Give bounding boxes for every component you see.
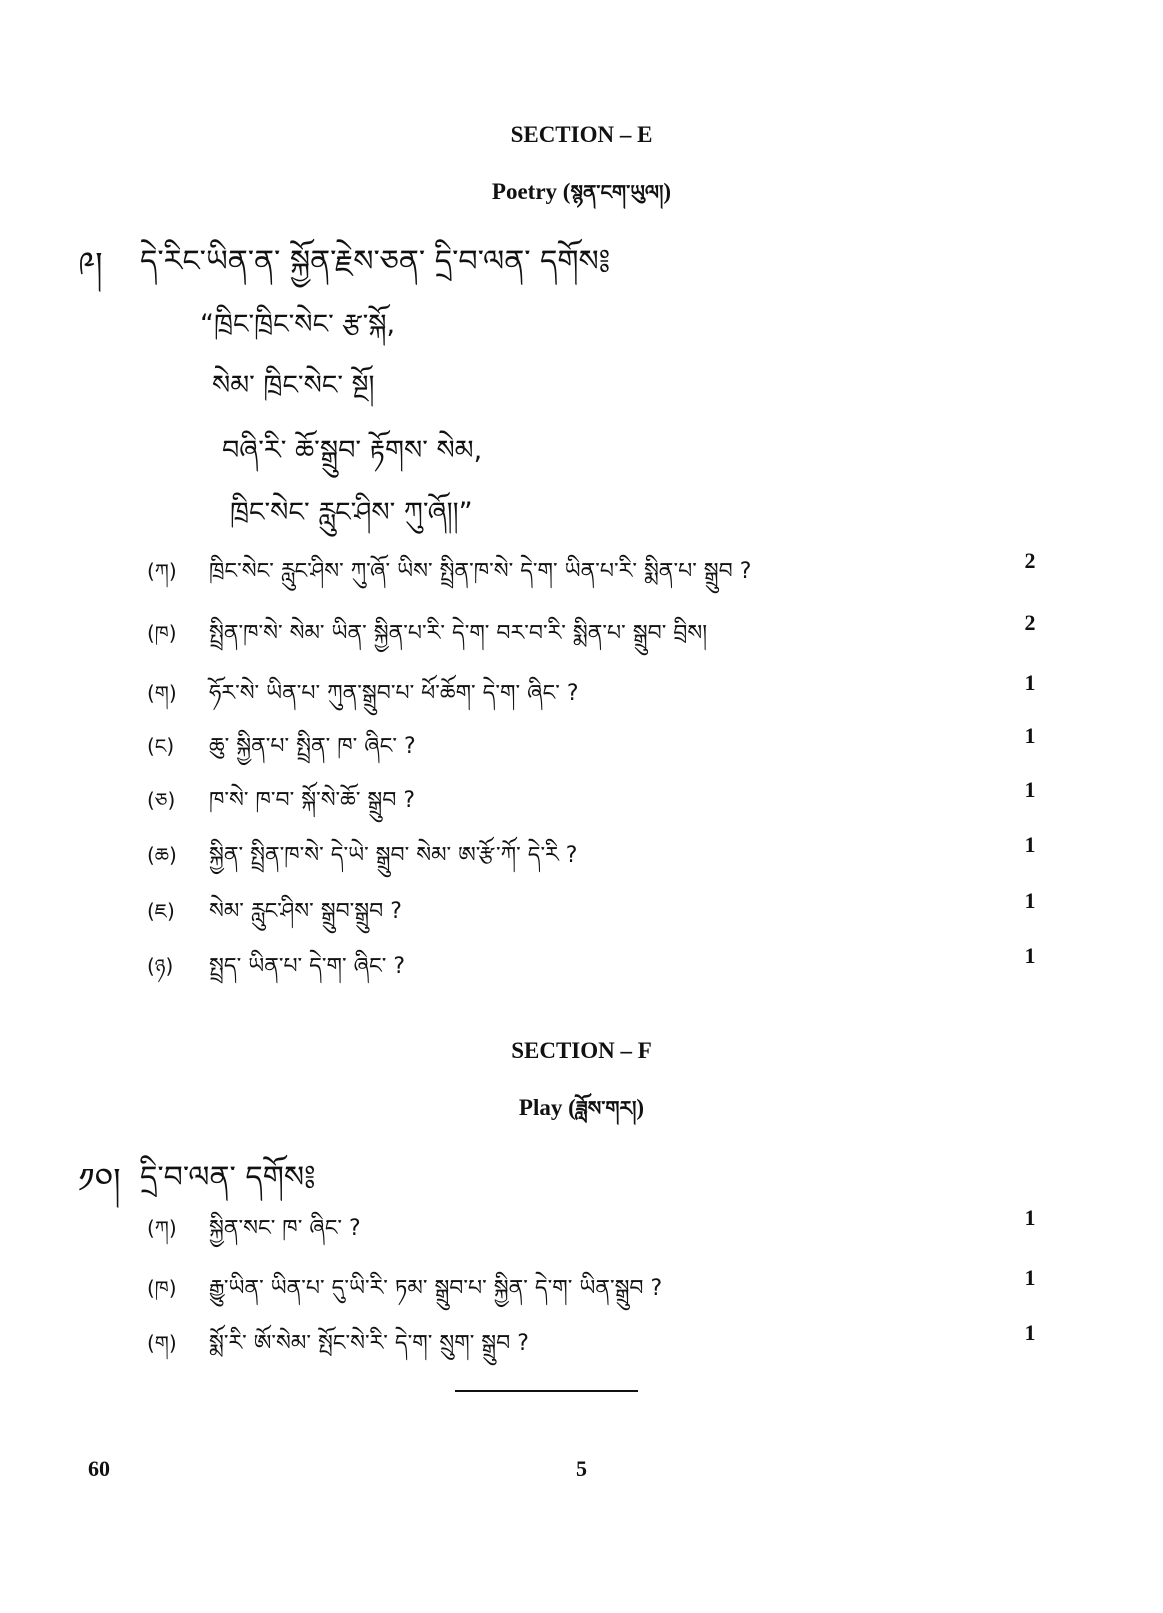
mark-9g: 1 bbox=[1024, 888, 1036, 913]
question-9a: (ཀ) ཁྲིང་སེང་ རླུང་ཤིས་ ཀུ་ཞོ་ ཡིས་ སྤྲིན་ཁ་སེ་ དེ་ག་ ཡིན་པ་རི་ སྨིན་པ་ སྒྲུབ ? bbox=[147, 559, 752, 584]
question-10b: (ཁ) རྒྱུ་ཡིན་ ཡིན་པ་ དུ་ཡི་རི་ ཏམ་ སྒྲུབ་པ་ སྐྱིན་ དེ་ག་ ཡིན་སྒྲུབ ? bbox=[147, 1276, 663, 1301]
mark-9c: 1 bbox=[1024, 670, 1036, 695]
section-e-heading: SECTION – E bbox=[510, 122, 653, 147]
question-9-instruction: དེ་རིང་ཡིན་ན་ སྐྱོན་རྗེས་ཅན་ དྲི་བ་ལན་ དགོས༔ bbox=[140, 244, 611, 279]
question-9f: (ཆ) སྐྱིན་ སྤྲིན་ཁ་སེ་ དེ་ཡེ་ སྒྲུབ་ སེམ་ ཨ་རྩོ་ཀོ་ དེ་རི ? bbox=[147, 843, 578, 868]
question-9e: (ཅ) ཁ་སེ་ ཁ་བ་ སྐོ་སེ་ཆོ་ སྒྲུབ ? bbox=[147, 788, 416, 813]
poem-line-2: སེམ་ ཁྲིང་སེང་ སྔོ། bbox=[212, 370, 375, 401]
question-9g: (ཇ) སེམ་ རླུང་ཤིས་ སྒྲུབ་སྒྲུབ ? bbox=[147, 899, 402, 924]
mark-10a: 1 bbox=[1024, 1205, 1036, 1230]
question-10c: (ག) སྨོ་རི་ ཨོ་སེམ་ སྤོང་སེ་རི་ དེ་ག་ སྲུག་ སྒྲུབ ? bbox=[147, 1331, 529, 1356]
mark-9f: 1 bbox=[1024, 832, 1036, 857]
mark-9e: 1 bbox=[1024, 777, 1036, 802]
poem-line-4: ཁྲིང་སེང་ རླུང་ཤིས་ ཀུ་ཞོ།།” bbox=[230, 497, 473, 528]
section-f-subheading: Play (ཟློས་གར།) bbox=[518, 1095, 645, 1120]
poem-line-3: བཞི་རི་ ཆོ་སྒྲུབ་ རྟོགས་ སེམ, bbox=[222, 435, 483, 466]
question-9c: (ག) ཧོར་སེ་ ཡིན་པ་ ཀུན་སྒྲུབ་པ་ ཕོ་ཆོག་ དེ་ག་ ཞིང་ ? bbox=[147, 681, 579, 706]
question-10a: (ཀ) སྐྱིན་སང་ ཁ་ ཞིང་ ? bbox=[147, 1216, 361, 1241]
question-10-number: ༡༠། bbox=[78, 1161, 121, 1201]
mark-9a: 2 bbox=[1024, 548, 1036, 573]
section-e-subheading: Poetry (སྙན་ངག་ཡུལ།) bbox=[491, 179, 672, 204]
question-9-number: ༩། bbox=[78, 245, 103, 285]
mark-9h: 1 bbox=[1024, 943, 1036, 968]
mark-9d: 1 bbox=[1024, 723, 1036, 748]
mark-10c: 1 bbox=[1024, 1320, 1036, 1345]
poem-line-1: “ཁྲིང་ཁྲིང་སེང་ རྩ་སྐོ, bbox=[200, 309, 396, 340]
end-rule bbox=[455, 1390, 638, 1392]
question-9b: (ཁ) སྤྲིན་ཁ་སེ་ སེམ་ ཡིན་ སྐྱིན་པ་རི་ དེ་ག་ བར་བ་རི་ སྨིན་པ་ སྒྲུབ་ བྲིས། bbox=[147, 621, 708, 646]
section-f-heading: SECTION – F bbox=[511, 1038, 652, 1063]
question-10-instruction: དྲི་བ་ལན་ དགོས༔ bbox=[140, 1160, 316, 1195]
mark-9b: 2 bbox=[1024, 610, 1036, 635]
question-9d: (ང) ཆུ་ སྐྱིན་པ་ སྤྲིན་ ཁ་ ཞིང་ ? bbox=[147, 734, 416, 759]
question-9h: (ཉ) སྤྲད་ ཡིན་པ་ དེ་ག་ ཞིང་ ? bbox=[147, 954, 406, 979]
mark-10b: 1 bbox=[1024, 1265, 1036, 1290]
page-number: 5 bbox=[576, 1456, 587, 1481]
footer-paper-code: 60 bbox=[88, 1456, 110, 1481]
